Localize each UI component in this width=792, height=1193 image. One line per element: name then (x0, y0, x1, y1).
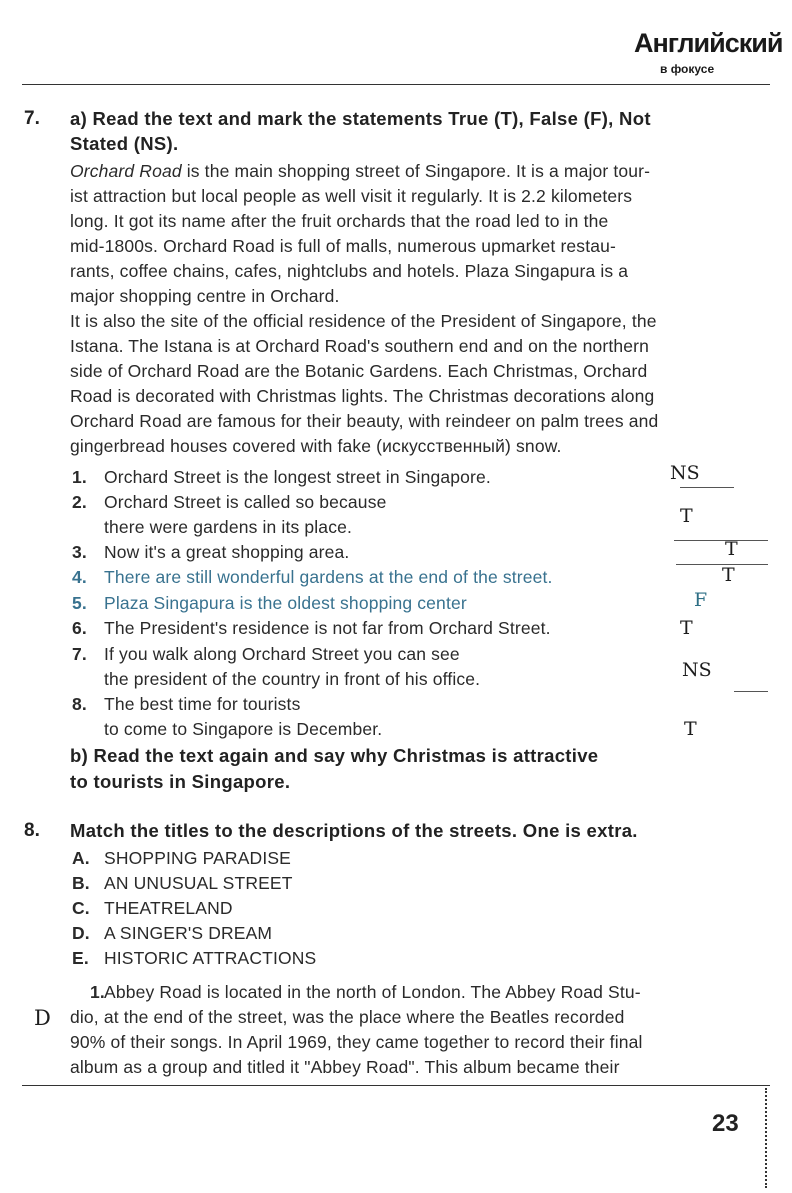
statement-number: 2. (72, 492, 87, 512)
title-option: HISTORIC ATTRACTIONS (104, 948, 317, 968)
answer-line (674, 540, 768, 541)
title-letter: B. (72, 873, 90, 893)
description-line: dio, at the end of the street, was the place where the Beatles recorded (70, 1007, 625, 1027)
answer-6: T (680, 617, 693, 639)
answer-1: NS (670, 462, 700, 484)
statement-number: 1. (72, 467, 87, 487)
text-line: It is also the site of the official residence of the President of Singapore, the (70, 311, 657, 331)
statement-number: 5. (72, 593, 87, 613)
statement-text: The best time for tourists (104, 694, 301, 714)
answer-4: T (722, 564, 735, 586)
reading-text (70, 161, 775, 461)
statement-text: Now it's a great shopping area. (104, 542, 350, 562)
exercise-8-instruction: Match the titles to the descriptions of the streets. One is extra. (70, 820, 638, 841)
text-line: major shopping centre in Orchard. (70, 286, 340, 306)
text-line: ist attraction but local people as well visit it regularly. It is 2.2 kilometers (70, 186, 633, 206)
exercise-7a-instruction: a) Read the text and mark the statements True (T), False (F), Not (70, 108, 651, 129)
answer-2: T (680, 505, 693, 527)
page-number: 23 (712, 1110, 739, 1137)
statement-number: 3. (72, 542, 87, 562)
statement-text: Plaza Singapura is the oldest shopping center (104, 593, 467, 613)
title-option: AN UNUSUAL STREET (104, 873, 293, 893)
statement-number: 7. (72, 644, 87, 664)
answer-description-1: D (34, 1006, 51, 1030)
answer-3: T (725, 538, 738, 560)
exercise-7b-instruction-cont: to tourists in Singapore. (70, 771, 291, 792)
title-letter: A. (72, 848, 90, 868)
dotted-margin (765, 1088, 767, 1188)
textbook-logo-subtitle: в фокусе (660, 62, 715, 76)
description-line: 90% of their songs. In April 1969, they came together to record their final (70, 1032, 643, 1052)
title-option: THEATRELAND (104, 898, 233, 918)
text-line: Orchard Road are famous for their beauty, with reindeer on palm trees and (70, 411, 659, 431)
answer-7: NS (682, 659, 712, 681)
statement-text: there were gardens in its place. (104, 517, 352, 537)
text-line: mid-1800s. Orchard Road is full of malls, numerous upmarket restau- (70, 236, 616, 256)
textbook-logo: Английский (634, 28, 783, 58)
text-line: Istana. The Istana is at Orchard Road's southern end and on the northern (70, 336, 650, 356)
title-option: SHOPPING PARADISE (104, 848, 291, 868)
exercise-7a-instruction-cont: Stated (NS). (70, 133, 179, 154)
top-rule (22, 84, 770, 85)
exercise-7b-instruction: b) Read the text again and say why Christmas is attractive (70, 745, 599, 766)
statement-text: the president of the country in front of his office. (104, 669, 481, 689)
text-line: Road is decorated with Christmas lights. The Christmas decorations along (70, 386, 655, 406)
statement-number: 8. (72, 694, 87, 714)
description-line: album as a group and titled it "Abbey Road". This album became their (70, 1057, 620, 1077)
statement-text: Orchard Street is the longest street in Singapore. (104, 467, 491, 487)
answer-5: F (694, 589, 708, 611)
title-letter: D. (72, 923, 90, 943)
statement-number: 6. (72, 618, 87, 638)
statement-text: If you walk along Orchard Street you can see (104, 644, 460, 664)
statement-text: The President's residence is not far from Orchard Street. (104, 618, 551, 638)
title-letter: C. (72, 898, 90, 918)
text-line: side of Orchard Road are the Botanic Gardens. Each Christmas, Orchard (70, 361, 648, 381)
answer-line (680, 487, 734, 488)
description-number: 1. (90, 982, 105, 1002)
title-letter: E. (72, 948, 89, 968)
text-line: long. It got its name after the fruit orchards that the road led to in the (70, 211, 609, 231)
statement-text: There are still wonderful gardens at the end of the street. (104, 567, 553, 587)
text-line: gingerbread houses covered with fake (искусственный) snow. (70, 436, 562, 456)
exercise-7-number: 7. (24, 108, 40, 129)
answer-8: T (684, 718, 697, 740)
text-line: Orchard Road is the main shopping street of Singapore. It is a major tour- (70, 161, 651, 181)
statement-text: Orchard Street is called so because (104, 492, 387, 512)
answer-line (734, 691, 768, 692)
statement-text: to come to Singapore is December. (104, 719, 383, 739)
title-option: A SINGER'S DREAM (104, 923, 273, 943)
exercise-8-number: 8. (24, 820, 40, 841)
text-italic-title: Orchard Road (70, 161, 182, 181)
statement-number: 4. (72, 567, 87, 587)
description-line: Abbey Road is located in the north of London. The Abbey Road Stu- (104, 982, 641, 1002)
bottom-rule (22, 1085, 770, 1086)
text-line: rants, coffee chains, cafes, nightclubs and hotels. Plaza Singapura is a (70, 261, 629, 281)
